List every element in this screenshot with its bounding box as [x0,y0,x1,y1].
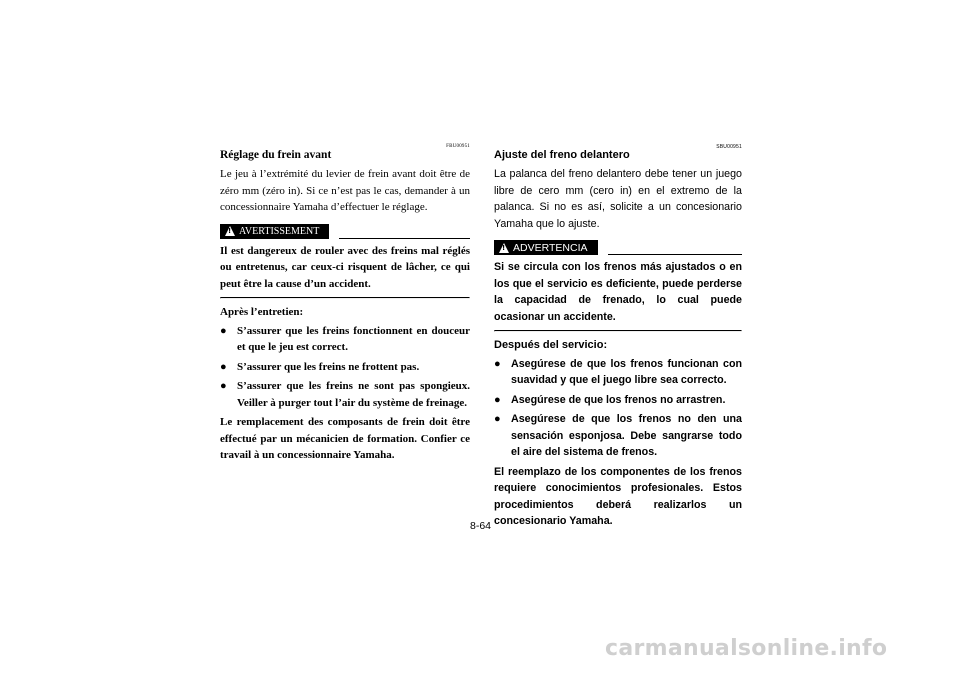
watermark: carmanualsonline.info [605,636,888,661]
warning-header [494,239,742,255]
list-item: ● S’assurer que les freins ne sont pas spongieux. Veiller à purger tout l’air du système de freinage. [220,378,470,411]
intro-paragraph: La palanca del freno delantero debe tener un juego libre de cero mm (cero in) en el extremo de la palanca. Si no es así, solicite a un concesionario Yamaha que lo ajuste. [494,168,742,230]
bullet-icon: ● [220,380,227,392]
closing-paragraph: El reemplazo de los componentes de los frenos requiere conocimientos profesionales. Estos procedimientos deberá realizarlos un concesionario Yamaha. [494,465,742,527]
french-column [220,144,470,464]
warning-end-rule [494,330,742,332]
list-item: ● Asegúrese de que los frenos funcionan con suavidad y que el juego libre sea correcto. [494,356,742,389]
page-number: 8-64 [470,520,492,532]
warning-label: ADVERTENCIA [513,241,588,254]
warning-header-rule [339,231,470,239]
list-item: ● Asegúrese de que los frenos no arrastren. [494,392,742,409]
after-service-title: Después del servicio: [494,339,608,351]
warning-badge [494,240,598,255]
bullet-icon: ● [494,413,501,425]
after-service-list [220,323,470,412]
bullet-icon: ● [494,393,501,406]
warning-icon [499,243,509,253]
warning-text: Il est dangereux de rouler avec des freins mal réglés ou entretenus, car ceux-ci risquent de lâcher, ce qui peut être la cause d’un accident. [220,244,470,290]
section-title: Réglage du frein avant [220,149,332,161]
warning-text: Si se circula con los frenos más ajustados o en los que el servicio es deficiente, puede perderse la capacidad de frenado, lo cual puede ocasionar un accidente. [494,261,742,323]
section-code: FBU00951 [446,144,470,149]
intro-paragraph: Le jeu à l’extrémité du levier de frein avant doit être de zéro mm (zéro in). Si ce n’est pas le cas, demander à un concessionnaire Yamaha d’effectuer le réglage. [220,168,470,213]
list-item: ● Asegúrese de que los frenos no den una sensación esponjosa. Debe sangrarse todo el aire del sistema de frenos. [494,411,742,461]
closing-paragraph: Le remplacement des composants de frein doit être effectué par un mécanicien de formation. Confier ce travail à un concessionnaire Yamaha. [220,416,470,461]
warning-label: AVERTISSEMENT [239,225,320,237]
warning-badge [220,224,329,239]
warning-header-rule [608,247,743,255]
bullet-icon: ● [220,324,227,337]
list-item: ● S’assurer que les freins ne frottent pas. [220,359,470,376]
warning-icon [225,226,235,236]
after-service-list [494,356,742,461]
section-title: Ajuste del freno delantero [494,149,630,161]
warning-end-rule [220,297,470,299]
bullet-icon: ● [494,357,501,370]
warning-header [220,223,470,239]
spanish-column [494,144,742,530]
list-item: ● S’assurer que les freins fonctionnent en douceur et que le jeu est correct. [220,323,470,356]
section-code: SBU00951 [716,144,742,150]
bullet-icon: ● [220,360,227,373]
after-service-title: Après l’entretien: [220,306,304,318]
